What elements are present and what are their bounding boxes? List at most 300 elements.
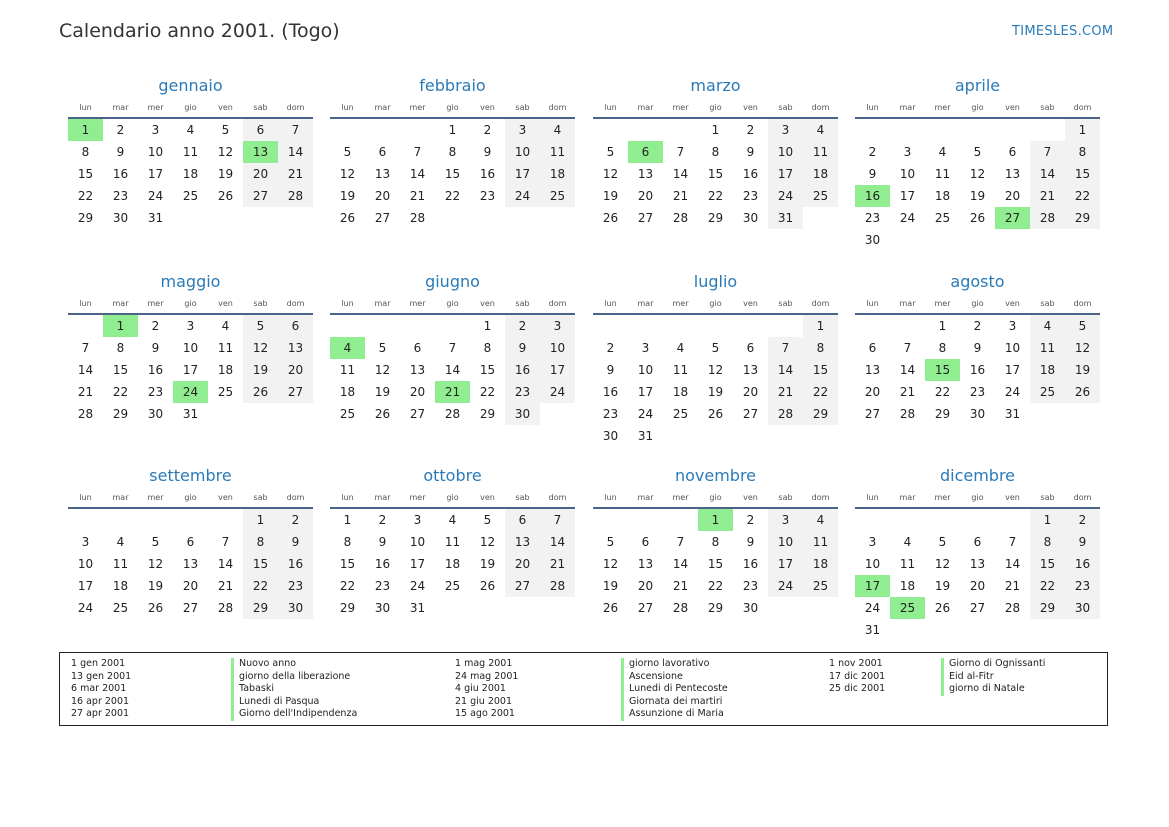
day-cell: 12 (147, 557, 164, 571)
day-cell: 10 (899, 167, 916, 181)
weekday-label: lun (79, 492, 92, 502)
month-gennaio (68, 75, 313, 229)
day-cell: 22 (479, 385, 496, 399)
day-cell: 6 (1008, 145, 1017, 159)
weekday-header (68, 487, 313, 509)
day-cell: 23 (278, 575, 313, 597)
day-cell: 20 (409, 385, 426, 399)
day-cell: 12 (602, 557, 619, 571)
day-cell: 27 (409, 407, 426, 421)
day-cell: 31 (409, 601, 426, 615)
day-cell: 2 (505, 315, 540, 337)
day-cell: 10 (1004, 341, 1021, 355)
day-cell: 25 (803, 185, 838, 207)
day-cell: 5 (483, 513, 492, 527)
legend-holiday-name: Ascensione (621, 671, 728, 684)
day-cell: 6 (641, 535, 650, 549)
day-cell: 18 (182, 167, 199, 181)
day-cell: 10 (77, 557, 94, 571)
day-cell: 4 (540, 119, 575, 141)
day-cell: 23 (742, 579, 759, 593)
day-cell: 13 (505, 531, 540, 553)
day-cell: 7 (221, 535, 230, 549)
day-cell: 15 (1065, 163, 1100, 185)
day-cell: 7 (448, 341, 457, 355)
day-cell: 14 (444, 363, 461, 377)
day-cell: 19 (934, 579, 951, 593)
legend-holiday-name: Giornata dei martiri (621, 696, 728, 709)
day-cell: 18 (540, 163, 575, 185)
day-cell: 16 (505, 359, 540, 381)
day-cell: 22 (707, 579, 724, 593)
weekday-label: ven (1005, 492, 1020, 502)
day-cell: 30 (374, 601, 391, 615)
day-cell: 4 (676, 341, 685, 355)
day-grid (68, 509, 313, 619)
day-cell: 1 (803, 315, 838, 337)
day-cell: 7 (768, 337, 803, 359)
weekday-label: gio (709, 102, 722, 112)
weekday-label: dom (811, 492, 830, 502)
day-cell: 8 (711, 145, 720, 159)
day-cell: 25 (540, 185, 575, 207)
legend-date: 13 gen 2001 (71, 670, 132, 682)
day-cell: 3 (868, 535, 877, 549)
empty-cell (855, 315, 890, 337)
day-cell: 6 (243, 119, 278, 141)
day-cell: 26 (147, 601, 164, 615)
day-cell: 16 (1065, 553, 1100, 575)
weekday-header (855, 97, 1100, 119)
day-cell: 17 (899, 189, 916, 203)
empty-cell (663, 509, 698, 531)
day-cell: 3 (540, 315, 575, 337)
empty-cell (855, 509, 890, 531)
day-cell: 8 (938, 341, 947, 355)
day-cell: 20 (864, 385, 881, 399)
day-cell: 17 (409, 557, 426, 571)
day-cell: 27 (637, 601, 654, 615)
weekday-label: lun (604, 102, 617, 112)
day-cell: 3 (505, 119, 540, 141)
day-cell: 26 (1065, 381, 1100, 403)
month-settembre (68, 465, 313, 619)
legend-holiday-name: giorno lavorativo (621, 658, 728, 671)
day-cell: 17 (768, 553, 803, 575)
legend-holiday-name: Nuovo anno (231, 658, 357, 671)
day-cell: 19 (147, 579, 164, 593)
day-cell: 6 (413, 341, 422, 355)
weekday-label: lun (341, 492, 354, 502)
day-cell: 11 (803, 141, 838, 163)
weekday-label: ven (480, 298, 495, 308)
day-cell: 7 (1030, 141, 1065, 163)
day-cell: 3 (413, 513, 422, 527)
day-cell: 30 (602, 429, 619, 443)
day-cell: 13 (637, 557, 654, 571)
weekday-label: ven (218, 102, 233, 112)
empty-cell (890, 119, 925, 141)
day-cell: 15 (339, 557, 356, 571)
day-cell: 11 (803, 531, 838, 553)
day-cell: 24 (768, 575, 803, 597)
day-grid (330, 119, 575, 229)
day-cell: 12 (707, 363, 724, 377)
day-cell: 12 (969, 167, 986, 181)
day-cell: 16 (374, 557, 391, 571)
weekday-label: dom (1073, 298, 1092, 308)
empty-cell (663, 315, 698, 337)
day-cell: 21 (768, 381, 803, 403)
month-name: febbraio (419, 76, 486, 95)
day-cell: 22 (243, 575, 278, 597)
legend-date: 21 giu 2001 (455, 695, 512, 707)
day-cell: 22 (112, 385, 129, 399)
weekday-label: lun (866, 102, 879, 112)
day-cell: 11 (899, 557, 916, 571)
month-luglio (593, 271, 838, 447)
day-cell: 2 (378, 513, 387, 527)
day-cell: 16 (602, 385, 619, 399)
day-cell: 28 (409, 211, 426, 225)
empty-cell (995, 119, 1030, 141)
day-cell: 8 (116, 341, 125, 355)
weekday-label: sab (778, 298, 793, 308)
day-cell: 28 (540, 575, 575, 597)
day-cell: 15 (479, 363, 496, 377)
day-cell: 29 (243, 597, 278, 619)
day-cell: 6 (973, 535, 982, 549)
day-cell: 25 (1030, 381, 1065, 403)
day-cell: 14 (1030, 163, 1065, 185)
day-cell: 30 (742, 211, 759, 225)
day-cell: 17 (540, 359, 575, 381)
legend-date-column (829, 658, 885, 696)
brand-link[interactable]: TIMESLES.COM (1012, 24, 1114, 39)
month-name: maggio (160, 272, 221, 291)
day-cell: 13 (969, 557, 986, 571)
empty-cell (925, 119, 960, 141)
empty-cell (593, 315, 628, 337)
day-cell: 10 (409, 535, 426, 549)
day-cell: 4 (221, 319, 230, 333)
day-grid (330, 315, 575, 425)
day-cell: 18 (339, 385, 356, 399)
day-cell: 19 (602, 579, 619, 593)
day-cell: 21 (672, 579, 689, 593)
day-cell: 10 (505, 141, 540, 163)
day-cell: 28 (77, 407, 94, 421)
weekday-label: gio (971, 298, 984, 308)
day-cell: 28 (768, 403, 803, 425)
weekday-label: dom (548, 102, 567, 112)
day-cell: 13 (182, 557, 199, 571)
legend-date: 25 dic 2001 (829, 683, 886, 695)
day-cell: 13 (374, 167, 391, 181)
empty-cell (855, 119, 890, 141)
day-cell: 16 (278, 553, 313, 575)
legend-date: 1 nov 2001 (829, 658, 883, 669)
weekday-label: dom (811, 102, 830, 112)
day-cell: 26 (339, 211, 356, 225)
day-cell: 18 (444, 557, 461, 571)
holiday-day-cell: 16 (855, 185, 890, 207)
day-cell: 20 (182, 579, 199, 593)
day-cell: 2 (973, 319, 982, 333)
legend-date: 15 ago 2001 (455, 708, 515, 720)
day-cell: 26 (969, 211, 986, 225)
day-cell: 12 (217, 145, 234, 159)
day-cell: 18 (672, 385, 689, 399)
weekday-label: lun (79, 298, 92, 308)
day-cell: 29 (1030, 597, 1065, 619)
weekday-label: dom (286, 492, 305, 502)
day-cell: 8 (343, 535, 352, 549)
day-cell: 2 (606, 341, 615, 355)
weekday-header (855, 293, 1100, 315)
weekday-header (68, 97, 313, 119)
day-cell: 15 (707, 557, 724, 571)
weekday-label: mer (934, 298, 951, 308)
weekday-label: mer (147, 492, 164, 502)
month-ottobre (330, 465, 575, 619)
empty-cell (698, 315, 733, 337)
day-cell: 13 (278, 337, 313, 359)
day-cell: 9 (278, 531, 313, 553)
day-cell: 22 (1065, 185, 1100, 207)
day-cell: 13 (864, 363, 881, 377)
holiday-day-cell: 6 (628, 141, 663, 163)
weekday-label: lun (79, 102, 92, 112)
empty-cell (330, 119, 365, 141)
day-cell: 17 (1004, 363, 1021, 377)
day-cell: 17 (637, 385, 654, 399)
day-cell: 7 (1008, 535, 1017, 549)
weekday-label: mar (112, 492, 129, 502)
day-cell: 21 (217, 579, 234, 593)
day-cell: 5 (938, 535, 947, 549)
weekday-label: ven (480, 102, 495, 112)
weekday-label: mar (637, 102, 654, 112)
month-name: giugno (425, 272, 480, 291)
empty-cell (768, 315, 803, 337)
day-cell: 15 (707, 167, 724, 181)
day-cell: 13 (637, 167, 654, 181)
weekday-label: mar (899, 492, 916, 502)
day-cell: 26 (217, 189, 234, 203)
day-cell: 18 (899, 579, 916, 593)
day-cell: 18 (803, 553, 838, 575)
day-cell: 8 (1030, 531, 1065, 553)
day-cell: 21 (672, 189, 689, 203)
day-cell: 27 (742, 407, 759, 421)
weekday-header (330, 97, 575, 119)
day-cell: 11 (112, 557, 129, 571)
weekday-label: mer (672, 298, 689, 308)
day-cell: 26 (934, 601, 951, 615)
day-cell: 26 (479, 579, 496, 593)
legend-name-column (941, 658, 1045, 696)
day-cell: 6 (378, 145, 387, 159)
day-cell: 31 (864, 623, 881, 637)
day-cell: 17 (505, 163, 540, 185)
weekday-label: gio (971, 102, 984, 112)
day-cell: 28 (278, 185, 313, 207)
calendar-grid (68, 75, 1102, 645)
day-cell: 25 (339, 407, 356, 421)
empty-cell (960, 119, 995, 141)
day-cell: 19 (1065, 359, 1100, 381)
day-cell: 1 (448, 123, 457, 137)
month-name: novembre (674, 466, 757, 485)
day-cell: 30 (505, 403, 540, 425)
empty-cell (68, 509, 103, 531)
day-cell: 7 (278, 119, 313, 141)
day-cell: 25 (934, 211, 951, 225)
day-cell: 19 (969, 189, 986, 203)
day-cell: 3 (903, 145, 912, 159)
day-cell: 3 (1008, 319, 1017, 333)
empty-cell (593, 509, 628, 531)
day-cell: 7 (676, 535, 685, 549)
day-cell: 27 (278, 381, 313, 403)
day-cell: 7 (81, 341, 90, 355)
legend-holiday-name: Assunzione di Maria (621, 708, 728, 721)
day-cell: 22 (934, 385, 951, 399)
day-cell: 20 (278, 359, 313, 381)
day-cell: 10 (864, 557, 881, 571)
day-cell: 27 (864, 407, 881, 421)
weekday-label: mar (112, 298, 129, 308)
day-cell: 23 (969, 385, 986, 399)
day-cell: 10 (147, 145, 164, 159)
day-cell: 26 (707, 407, 724, 421)
empty-cell (330, 315, 365, 337)
day-cell: 14 (768, 359, 803, 381)
empty-cell (960, 509, 995, 531)
day-cell: 20 (637, 189, 654, 203)
day-cell: 12 (602, 167, 619, 181)
empty-cell (628, 119, 663, 141)
empty-cell (68, 315, 103, 337)
day-cell: 11 (1030, 337, 1065, 359)
day-cell: 3 (81, 535, 90, 549)
holiday-day-cell: 15 (925, 359, 960, 381)
weekday-label: mer (409, 492, 426, 502)
weekday-header (593, 293, 838, 315)
holiday-day-cell: 21 (435, 381, 470, 403)
day-cell: 11 (339, 363, 356, 377)
day-cell: 5 (1065, 315, 1100, 337)
legend-holiday-name: giorno della liberazione (231, 671, 357, 684)
day-cell: 9 (868, 167, 877, 181)
day-cell: 19 (374, 385, 391, 399)
day-cell: 2 (746, 513, 755, 527)
day-cell: 14 (1004, 557, 1021, 571)
day-cell: 10 (768, 531, 803, 553)
day-cell: 23 (602, 407, 619, 421)
legend-name-column (231, 658, 357, 721)
day-cell: 9 (151, 341, 160, 355)
day-cell: 8 (711, 535, 720, 549)
day-cell: 2 (1065, 509, 1100, 531)
day-grid (330, 509, 575, 619)
weekday-header (68, 293, 313, 315)
weekday-label: sab (1040, 492, 1055, 502)
holiday-day-cell: 4 (330, 337, 365, 359)
day-cell: 15 (803, 359, 838, 381)
day-cell: 11 (540, 141, 575, 163)
weekday-label: mer (409, 298, 426, 308)
empty-cell (208, 509, 243, 531)
day-cell: 23 (864, 211, 881, 225)
day-cell: 1 (711, 123, 720, 137)
day-cell: 9 (505, 337, 540, 359)
day-cell: 31 (768, 207, 803, 229)
day-cell: 24 (899, 211, 916, 225)
weekday-label: ven (1005, 102, 1020, 112)
day-cell: 28 (899, 407, 916, 421)
day-cell: 22 (803, 381, 838, 403)
day-cell: 17 (77, 579, 94, 593)
day-cell: 13 (1004, 167, 1021, 181)
day-cell: 27 (969, 601, 986, 615)
legend-date-column (455, 658, 518, 721)
empty-cell (890, 315, 925, 337)
weekday-label: ven (218, 298, 233, 308)
legend-date: 16 apr 2001 (71, 695, 130, 707)
day-cell: 14 (540, 531, 575, 553)
day-cell: 17 (182, 363, 199, 377)
weekday-label: sab (515, 298, 530, 308)
day-cell: 14 (672, 167, 689, 181)
legend-date: 24 mag 2001 (455, 670, 519, 682)
day-cell: 10 (182, 341, 199, 355)
day-cell: 20 (742, 385, 759, 399)
day-cell: 28 (217, 601, 234, 615)
day-cell: 25 (444, 579, 461, 593)
empty-cell (173, 509, 208, 531)
day-cell: 8 (1065, 141, 1100, 163)
day-cell: 9 (973, 341, 982, 355)
day-cell: 27 (182, 601, 199, 615)
day-cell: 4 (803, 119, 838, 141)
day-cell: 31 (182, 407, 199, 421)
holiday-day-cell: 17 (855, 575, 890, 597)
empty-cell (1030, 119, 1065, 141)
day-cell: 18 (217, 363, 234, 377)
day-cell: 15 (112, 363, 129, 377)
month-febbraio (330, 75, 575, 229)
page-title: Calendario anno 2001. (Togo) (59, 20, 340, 42)
weekday-label: dom (1073, 492, 1092, 502)
empty-cell (628, 509, 663, 531)
day-cell: 5 (378, 341, 387, 355)
day-cell: 15 (243, 553, 278, 575)
day-cell: 29 (707, 211, 724, 225)
day-cell: 16 (147, 363, 164, 377)
weekday-label: mer (147, 102, 164, 112)
empty-cell (365, 119, 400, 141)
day-cell: 27 (243, 185, 278, 207)
weekday-header (855, 487, 1100, 509)
day-cell: 25 (672, 407, 689, 421)
day-cell: 9 (116, 145, 125, 159)
empty-cell (663, 119, 698, 141)
holiday-day-cell: 1 (68, 119, 103, 141)
weekday-label: sab (253, 492, 268, 502)
day-cell: 6 (186, 535, 195, 549)
